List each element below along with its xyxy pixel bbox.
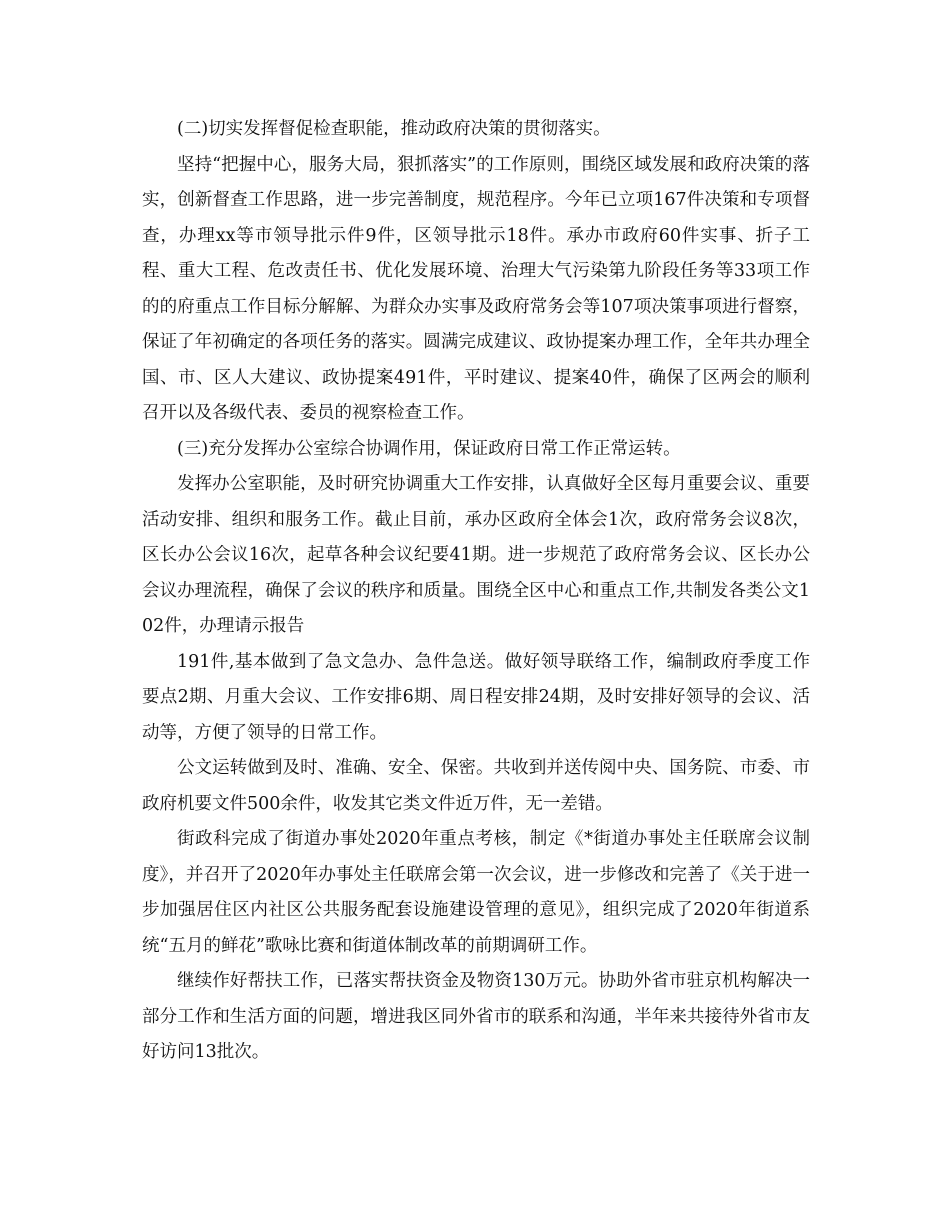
paragraph-urgent-documents: 191件,基本做到了急文急办、急件急送。做好领导联络工作，编制政府季度工作要点2期、月重大会议、工作安排6期、周日程安排24期，及时安排好领导的会议、活动等，方便了领导的日常工作。	[142, 651, 810, 743]
paragraph-coordination: 发挥办公室职能，及时研究协调重大工作安排，认真做好全区每月重要会议、重要活动安排、组织和服务工作。截止目前，承办区政府全体会1次，政府常务会议8次，区长办公会议16次，起草各种会议纪要41期。进一步规范了政府常务会议、区长办公会议办理流程，确保了会议的秩序和质量。围绕全区中心和重点工作,共制发各类公文102件，办理请示报告	[142, 474, 810, 636]
paragraph-assistance: 继续作好帮扶工作，已落实帮扶资金及物资130万元。协助外省市驻京机构解决一部分工作和生活方面的问题，增进我区同外省市的联系和沟通，半年来共接待外省市友好访问13批次。	[142, 971, 810, 1062]
paragraph-supervision: 坚持“把握中心，服务大局，狠抓落实”的工作原则，围绕区域发展和政府决策的落实，创新督查工作思路，进一步完善制度，规范程序。今年已立项167件决策和专项督查，办理xx等市领导批示件9件，区领导批示18件。承办市政府60件实事、折子工程、重大工程、危改责任书、优化发展环境、治理大气污染第九阶段任务等33项工作的的府重点工作目标分解解、为群众办实事及政府常务会等107项决策事项进行督察，保证了年初确定的各项任务的落实。圆满完成建议、政协提案办理工作，全年共办理全国、市、区人大建议、政协提案491件，平时建议、提案40件，确保了区两会的顺利召开以及各级代表、委员的视察检查工作。	[142, 154, 810, 423]
document-page	[142, 112, 810, 1071]
heading-supervision: (二)切实发挥督促检查职能，推动政府决策的贯彻落实。	[177, 119, 611, 139]
paragraph-document-circulation: 公文运转做到及时、准确、安全、保密。共收到并送传阅中央、国务院、市委、市政府机要文件500余件，收发其它类文件近万件，无一差错。	[142, 758, 810, 814]
heading-coordination: (三)充分发挥办公室综合协调作用，保证政府日常工作正常运转。	[177, 438, 681, 459]
paragraph-street-affairs: 街政科完成了街道办事处2020年重点考核，制定《*街道办事处主任联席会议制度》，并召开了2020年办事处主任联席会第一次会议，进一步修改和完善了《关于进一步加强居住区内社区公共服务配套设施建设管理的意见》，组织完成了2020年街道系统“五月的鲜花”歌咏比赛和街道体制改革的前期调研工作。	[142, 829, 810, 956]
